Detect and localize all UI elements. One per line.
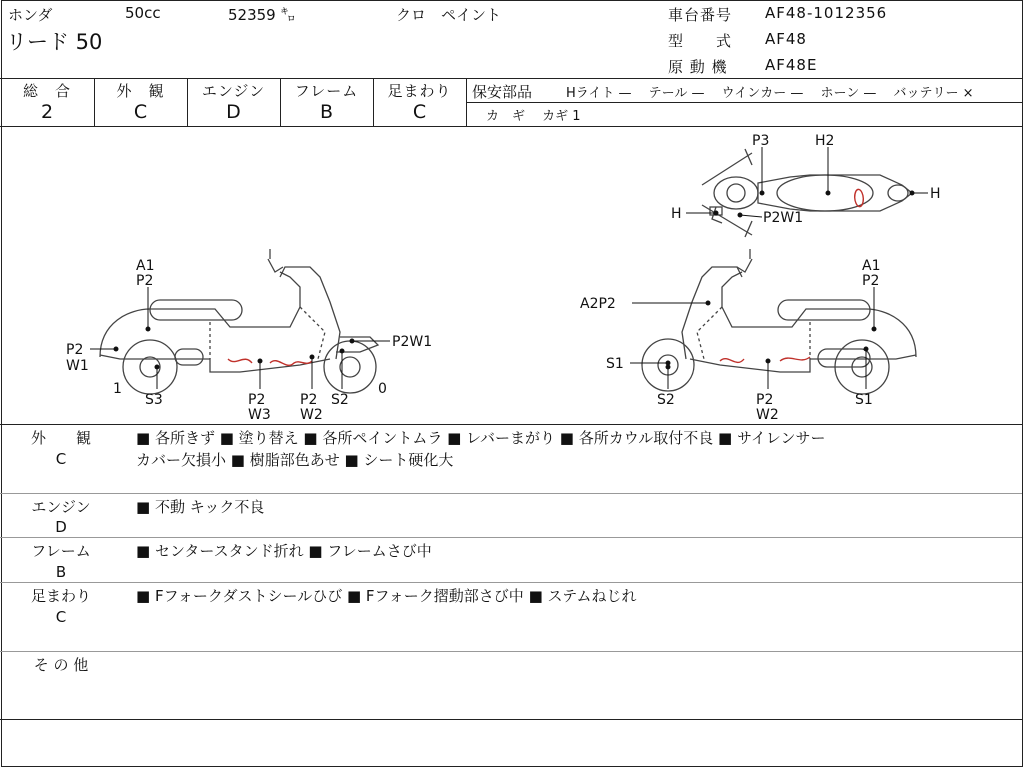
label-right-s1: S1	[855, 392, 873, 408]
section-exterior-line2: カバー欠損小 ■ 樹脂部色あせ ■ シート硬化大	[136, 451, 454, 469]
section-frame-label: フレーム	[31, 542, 91, 560]
type-label: 型 式	[668, 32, 733, 50]
section-exterior-grade: C	[55, 450, 67, 468]
frame-no: AF48-1012356	[765, 4, 888, 22]
label-left-p2: P2	[66, 342, 84, 358]
section-engine-line1: ■ 不動 キック不良	[136, 498, 265, 516]
label-right-p2: P2	[756, 392, 774, 408]
label-left-1: 1	[113, 381, 122, 397]
label-top-p3: P3	[752, 133, 770, 149]
label-left-w1: W1	[66, 358, 89, 374]
section-frame-grade: B	[55, 563, 67, 581]
grade-header-suspension: 足まわり	[387, 82, 452, 100]
top-view-scooter	[702, 149, 912, 237]
section-engine-grade: D	[55, 518, 67, 536]
label-left-p2w1: P2W1	[392, 334, 433, 350]
damage-diagram	[0, 127, 1022, 423]
engine-label: 原 動 機	[668, 58, 728, 76]
section-suspension-line1: ■ Fフォークダストシールひび ■ Fフォーク摺動部さび中 ■ ステムねじれ	[136, 587, 637, 605]
label-top-h2: H2	[815, 133, 835, 149]
grade-header-exterior: 外 観	[116, 82, 165, 100]
model-name: リード 50	[6, 30, 103, 54]
grade-header-frame: フレーム	[294, 82, 359, 100]
section-suspension-label: 足まわり	[30, 587, 91, 605]
section-exterior-label: 外 観	[30, 429, 91, 447]
grade-header-engine: エンジン	[201, 82, 266, 100]
section-frame-line1: ■ センタースタンド折れ ■ フレームさび中	[136, 542, 432, 560]
label-right-a1: A1	[862, 258, 881, 274]
maker: ホンダ	[8, 6, 53, 24]
label-top-h-left: H	[671, 206, 682, 222]
grade-frame: B	[319, 101, 334, 123]
key-info: カ ギ カギ 1	[486, 109, 581, 124]
displacement: 50cc	[125, 4, 161, 22]
label-top-p2w1: P2W1	[763, 210, 804, 226]
grade-suspension: C	[412, 101, 427, 123]
grade-engine: D	[226, 101, 241, 123]
label-left-a1: A1	[136, 258, 155, 274]
section-other-label: そ の 他	[33, 656, 89, 674]
grade-overall: 2	[40, 101, 54, 123]
safety-label: 保安部品	[472, 83, 533, 101]
mileage: 52359 ㌔	[228, 6, 296, 24]
label-right-s2: S2	[657, 392, 675, 408]
type-value: AF48	[765, 30, 807, 48]
label-right-w2: W2	[756, 407, 779, 423]
label-top-h-right: H	[930, 186, 941, 202]
label-left-0: 0	[378, 381, 387, 397]
label-right-p2-top: P2	[862, 273, 880, 289]
label-right-s1-left: S1	[606, 356, 624, 372]
label-left-p2-c: P2	[300, 392, 318, 408]
section-suspension-grade: C	[55, 608, 67, 626]
frame-no-label: 車台番号	[668, 6, 733, 24]
engine-value: AF48E	[765, 56, 818, 74]
color: クロ ペイント	[396, 6, 502, 24]
safety-items: Hライト — テール — ウインカー — ホーン — バッテリー ×	[566, 86, 974, 101]
grade-exterior: C	[133, 101, 148, 123]
label-left-p2-b: P2	[248, 392, 266, 408]
label-right-a2p2: A2P2	[580, 296, 616, 312]
section-exterior-line1: ■ 各所きず ■ 塗り替え ■ 各所ペイントムラ ■ レバーまがり ■ 各所カウル取付不良 ■ サイレンサー	[136, 429, 826, 447]
label-left-w3: W3	[248, 407, 271, 423]
label-left-s2: S2	[331, 392, 349, 408]
label-left-s3: S3	[145, 392, 163, 408]
section-engine-label: エンジン	[31, 498, 91, 516]
grade-header-overall: 総 合	[22, 82, 71, 100]
label-left-w2: W2	[300, 407, 323, 423]
label-left-p2-top: P2	[136, 273, 154, 289]
